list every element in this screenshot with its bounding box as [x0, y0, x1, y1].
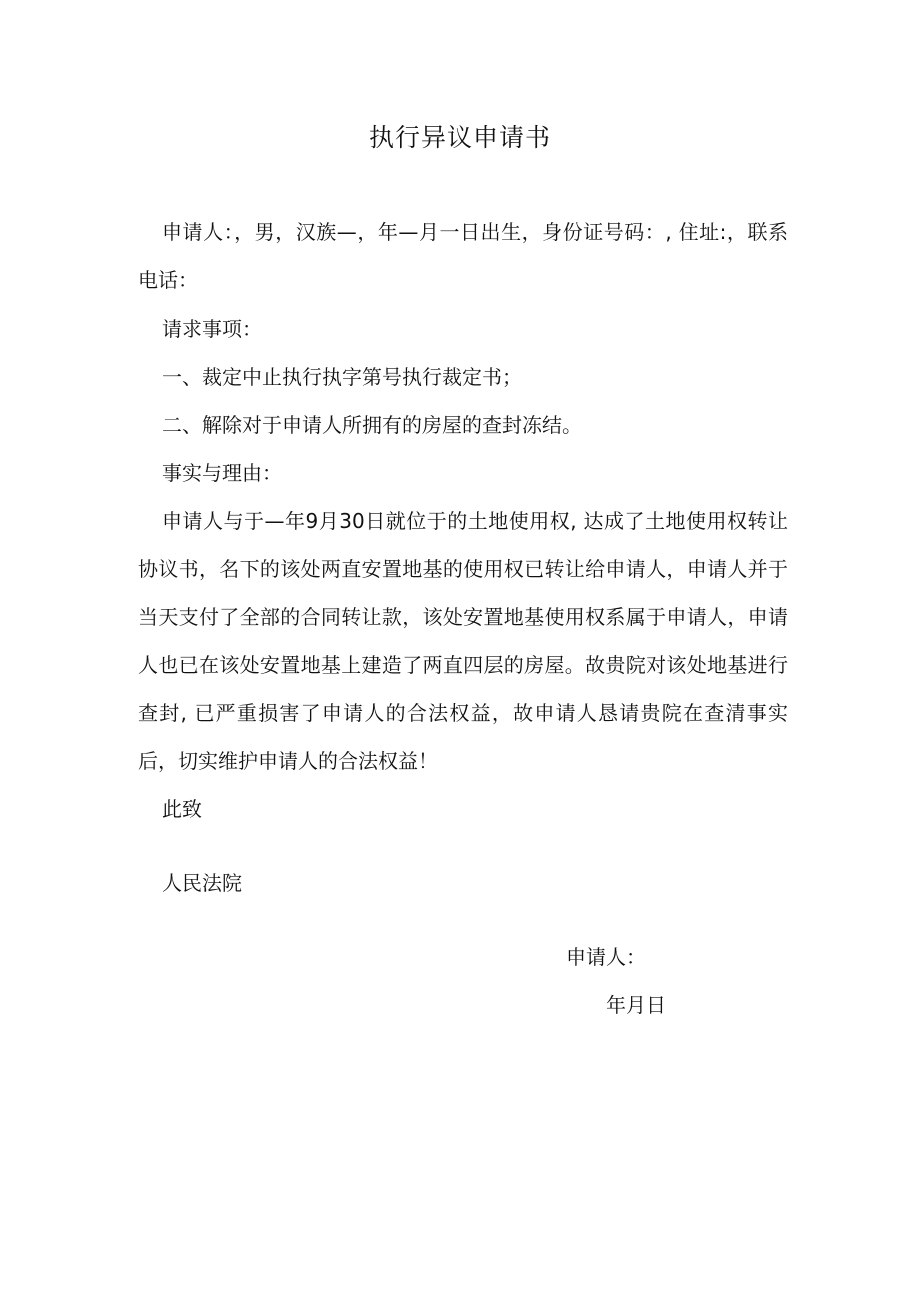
applicant-info: 申请人：，男，汉族—，年—月一日出生，身份证号码：, 住址:，联系电话：	[138, 220, 788, 292]
facts-heading: 事实与理由：	[162, 461, 282, 485]
applicant-info-block	[138, 208, 788, 304]
facts-body: 申请人与于—年9月30日就位于的土地使用权, 达成了土地使用权转让协议书，名下的该处两直安置地基的使用权已转让给申请人，申请人并于当天支付了全部的合同转让款，该处安置地基使用权系属于申请人，申请人也已在该处安置地基上建造了两直四层的房屋。故贵院对该处地基进行查封, 已严重损害了申请人的合法权益，故申请人恳请贵院在查清事实后，切实维护申请人的合法权益！	[138, 509, 788, 773]
request-item-2: 二、解除对于申请人所拥有的房屋的查封冻结。	[162, 413, 582, 437]
court-name: 人民法院	[162, 871, 242, 895]
signature-label: 申请人：	[566, 945, 646, 969]
document-title: 执行异议申请书	[368, 123, 551, 152]
date-label: 年月日	[606, 993, 666, 1017]
requests-heading: 请求事项：	[162, 317, 262, 341]
request-item-1: 一、裁定中止执行执字第号执行裁定书；	[162, 365, 522, 389]
closing-salutation: 此致	[162, 797, 202, 821]
facts-block	[138, 497, 788, 785]
